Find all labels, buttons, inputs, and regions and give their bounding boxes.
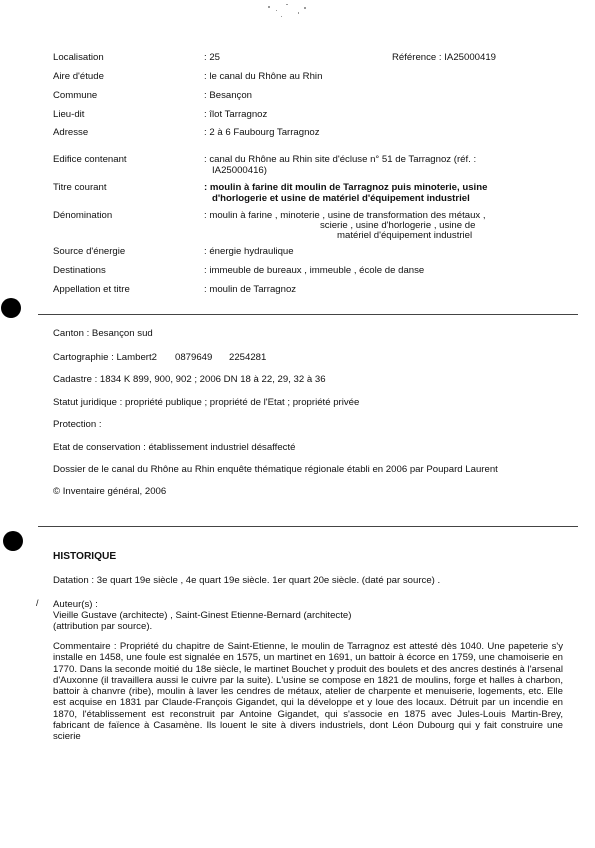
scan-speck [268,6,270,8]
margin-mark: / [36,598,39,608]
cadastre: Cadastre : 1834 K 899, 900, 902 ; 2006 DN 18 à 22, 29, 32 à 36 [53,374,326,385]
commentaire: Commentaire : Propriété du chapitre de Saint-Etienne, le moulin de Tarragnoz est attesté dès 1040. Une papeterie s'y installe en 1458, une foule est signalée en 1575, un martinet en 1691, un battoir à écorce en 1759, une chamoiserie en 1770. Dans la seconde moitié du 18e siècle, le martinet Bouchet y produit des boulets et des ancres destinés à l'arsenal d'Auxonne (il travaillera aussi le cuivre par la suite). L'usine se compose en 1821 de moulins, forge et halles à charbon, battoir à chanvre (ribe), moulin à laver les cendres de métaux, atelier de charpente et menuiserie, logements, etc. Elle est acquise en 1831 par Claude-François Gigandet, qui la développe et y loue des locaux. Détruit par un incendie en 1870, l'établissement est reconstruit par Antoine Gigandet, qui s'associe en 1875 avec Jules-Louis Martin-Brey, fabricant de faïence à Casamène. Ils louent le site à divers industriels, dont Léon Dubourg qui y fait construire une scierie [53,641,563,743]
datation: Datation : 3e quart 19e siècle , 4e quart 19e siècle. 1er quart 20e siècle. (daté par source) . [53,575,441,586]
edifice-label: Edifice contenant [53,154,127,165]
canton: Canton : Besançon sud [53,328,153,339]
adresse-label: Adresse [53,127,89,138]
punch-hole [3,531,23,551]
divider [38,314,578,315]
cartographie-x: 0879649 [175,352,213,363]
aire-value: : le canal du Rhône au Rhin [204,71,323,82]
localisation-label: Localisation [53,52,104,63]
cartographie-y: 2254281 [229,352,267,363]
denomination-label: Dénomination [53,210,113,221]
statut-juridique: Statut juridique : propriété publique ; propriété de l'Etat ; propriété privée [53,397,360,408]
destinations-value: : immeuble de bureaux , immeuble , école de danse [204,265,425,276]
denomination-value-line3: matériel d'équipement industriel [337,230,473,241]
aire-label: Aire d'étude [53,71,104,82]
auteurs-label: Auteur(s) : [53,599,98,610]
lieudit-label: Lieu-dit [53,109,85,120]
copyright: © Inventaire général, 2006 [53,486,167,497]
appellation-value: : moulin de Tarragnoz [204,284,297,295]
titre-label: Titre courant [53,182,107,193]
scan-speck [304,7,306,9]
edifice-value-line2: IA25000416) [212,165,267,176]
scan-speck [281,16,282,17]
energie-label: Source d'énergie [53,246,126,257]
adresse-value: : 2 à 6 Faubourg Tarragnoz [204,127,320,138]
destinations-label: Destinations [53,265,106,276]
edifice-value-line1: : canal du Rhône au Rhin site d'écluse n° 51 de Tarragnoz (réf. : [204,154,477,165]
auteurs-line1: Vieille Gustave (architecte) , Saint-Ginest Etienne-Bernard (architecte) [53,610,352,621]
titre-value-line1: : moulin à farine dit moulin de Tarragnoz puis minoterie, usine [204,182,488,193]
titre-value-line2: d'horlogerie et usine de matériel d'équipement industriel [212,193,470,204]
scan-speck [276,10,277,11]
lieudit-value: : îlot Tarragnoz [204,109,268,120]
commune-value: : Besançon [204,90,253,101]
divider [38,526,578,527]
auteurs-line2: (attribution par source). [53,621,153,632]
scan-speck [298,12,299,14]
punch-hole [1,298,21,318]
etat-conservation: Etat de conservation : établissement industriel désaffecté [53,442,296,453]
localisation-value: : 25 [204,52,221,63]
protection: Protection : [53,419,102,430]
historique-heading: HISTORIQUE [53,551,117,562]
commune-label: Commune [53,90,98,101]
cartographie: Cartographie : Lambert2 [53,352,157,363]
dossier: Dossier de le canal du Rhône au Rhin enquête thématique régionale établi en 2006 par Poupard Laurent [53,464,498,475]
reference: Référence : IA25000419 [392,52,497,63]
scan-speck [286,4,288,5]
appellation-label: Appellation et titre [53,284,130,295]
denomination-value-line2: scierie , usine d'horlogerie , usine de [320,220,476,231]
denomination-value-line1: : moulin à farine , minoterie , usine de transformation des métaux , [204,210,486,221]
energie-value: : énergie hydraulique [204,246,294,257]
